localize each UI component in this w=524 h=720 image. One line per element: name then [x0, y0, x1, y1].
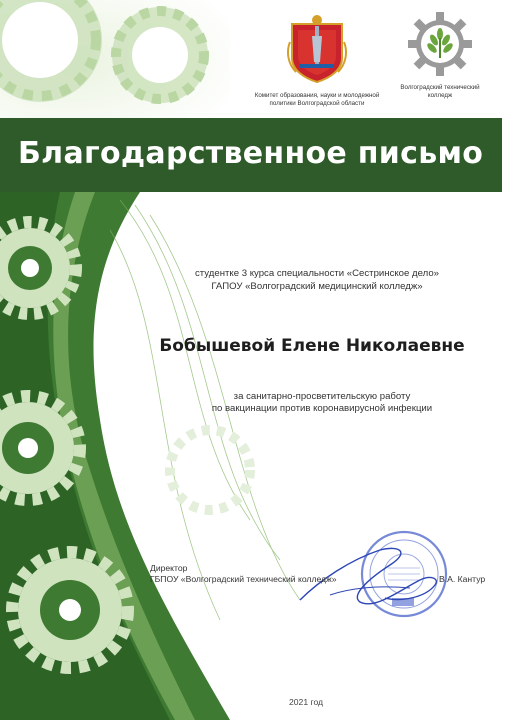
college-logo: [392, 12, 488, 99]
committee-caption-line2: политики Волгоградской области: [269, 99, 365, 107]
gear-wheat-emblem-icon: [408, 12, 472, 76]
college-caption-line1: Волгоградский технический: [400, 84, 480, 91]
director-org: ГБПОУ «Волгоградский технический колледж»: [150, 574, 337, 584]
director-block: [150, 563, 337, 585]
recipient-line-2: ГАПОУ «Волгоградский медицинский колледж»: [211, 281, 423, 292]
committee-caption-line1: Комитет образования, науки и молодежной: [254, 92, 380, 99]
reason-line-2: по вакцинации против коронавирусной инфекции: [211, 403, 433, 414]
college-caption-line2: колледж: [427, 91, 453, 99]
recipient-line-1: студентке 3 курса специальности «Сестринское дело»: [194, 268, 439, 279]
coat-of-arms-icon: [286, 12, 348, 84]
signer-name: В.А. Кантур: [439, 574, 486, 584]
reason-line-1: за санитарно-просветительскую работу: [233, 391, 411, 402]
recipient-name: Бобышевой Елене Николаевне: [159, 336, 465, 356]
title-banner: [0, 118, 502, 192]
director-title: Директор: [150, 563, 188, 573]
committee-logo: [252, 12, 382, 107]
issue-year: 2021 год: [289, 697, 324, 707]
certificate-title: Благодарственное письмо: [18, 136, 484, 171]
